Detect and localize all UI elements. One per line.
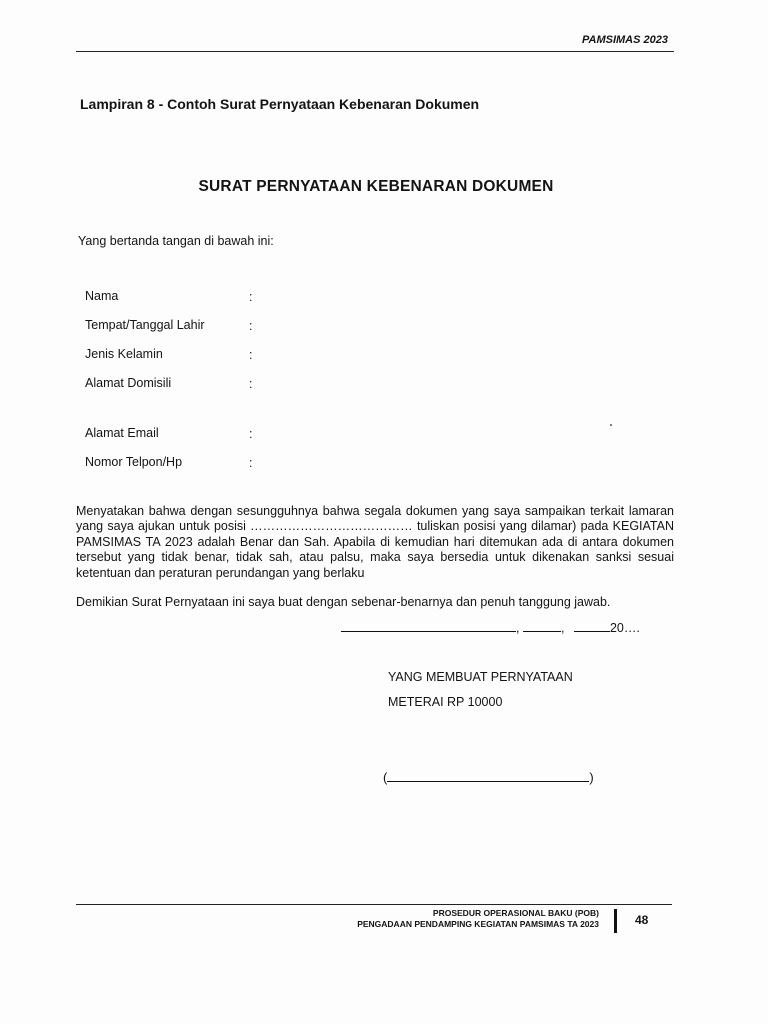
field-label: Alamat Domisili: [85, 376, 172, 390]
paren-open: (: [383, 770, 388, 785]
field-label: Nama: [85, 289, 119, 303]
date-separator: ,: [516, 621, 520, 635]
statement-paragraph: Menyatakan bahwa dengan sesungguhnya bahwa segala dokumen yang saya sampaikan terkait lamaran yang saya ajukan untuk posisi ………………………………… tuliskan posisi yang dilamar) pada KEGIATAN PAMSIMAS TA 2023 adalah Benar dan Sah. Apabila di kemudian hari ditemukan ada di antara dokumen tersebut yang tidak benar, tidak sah, atau palsu, maka saya bersedia untuk dikenakan sanksi sesuai ketentuan dan peraturan perundangan yang berlaku: [76, 504, 674, 580]
signature-line: [383, 768, 594, 785]
field-colon: :: [249, 348, 253, 362]
field-label: Alamat Email: [85, 426, 159, 440]
place-blank: [341, 619, 516, 632]
year-text: 20….: [609, 621, 640, 635]
page-number: 48: [635, 913, 649, 927]
document-title: SURAT PERNYATAAN KEBENARAN DOKUMEN: [198, 178, 554, 195]
field-label: Tempat/Tanggal Lahir: [85, 318, 205, 332]
field-colon: :: [249, 319, 253, 333]
header-label: PAMSIMAS 2023: [582, 34, 668, 46]
footer-line-2: PENGADAAN PENDAMPING KEGIATAN PAMSIMAS TA 2023: [357, 919, 599, 929]
intro-text: Yang bertanda tangan di bawah ini:: [78, 234, 274, 248]
footer-separator-bar: [614, 909, 617, 933]
footer-caption: [357, 908, 599, 930]
month-blank: [574, 619, 610, 632]
field-colon: :: [249, 290, 253, 304]
stamp-label: METERAI RP 10000: [388, 695, 503, 709]
field-colon: :: [249, 427, 253, 441]
field-label: Nomor Telpon/Hp: [85, 455, 183, 469]
field-colon: :: [249, 377, 253, 391]
paren-close: ): [589, 770, 594, 785]
appendix-title: Lampiran 8 - Contoh Surat Pernyataan Kebenaran Dokumen: [80, 96, 480, 112]
field-colon: :: [249, 456, 253, 470]
footer-divider: [76, 904, 672, 905]
signature-blank: [387, 768, 589, 782]
closing-sentence: Demikian Surat Pernyataan ini saya buat dengan sebenar-benarnya dan penuh tanggung jawab.: [76, 595, 611, 609]
place-date-line: [341, 619, 640, 635]
date-separator: ,: [560, 621, 565, 635]
footer-line-1: PROSEDUR OPERASIONAL BAKU (POB): [432, 908, 599, 918]
day-blank: [523, 619, 561, 632]
field-label: Jenis Kelamin: [85, 347, 163, 361]
header-divider: [76, 51, 674, 52]
scan-speck: [610, 424, 612, 426]
signer-title: YANG MEMBUAT PERNYATAAN: [388, 670, 573, 684]
